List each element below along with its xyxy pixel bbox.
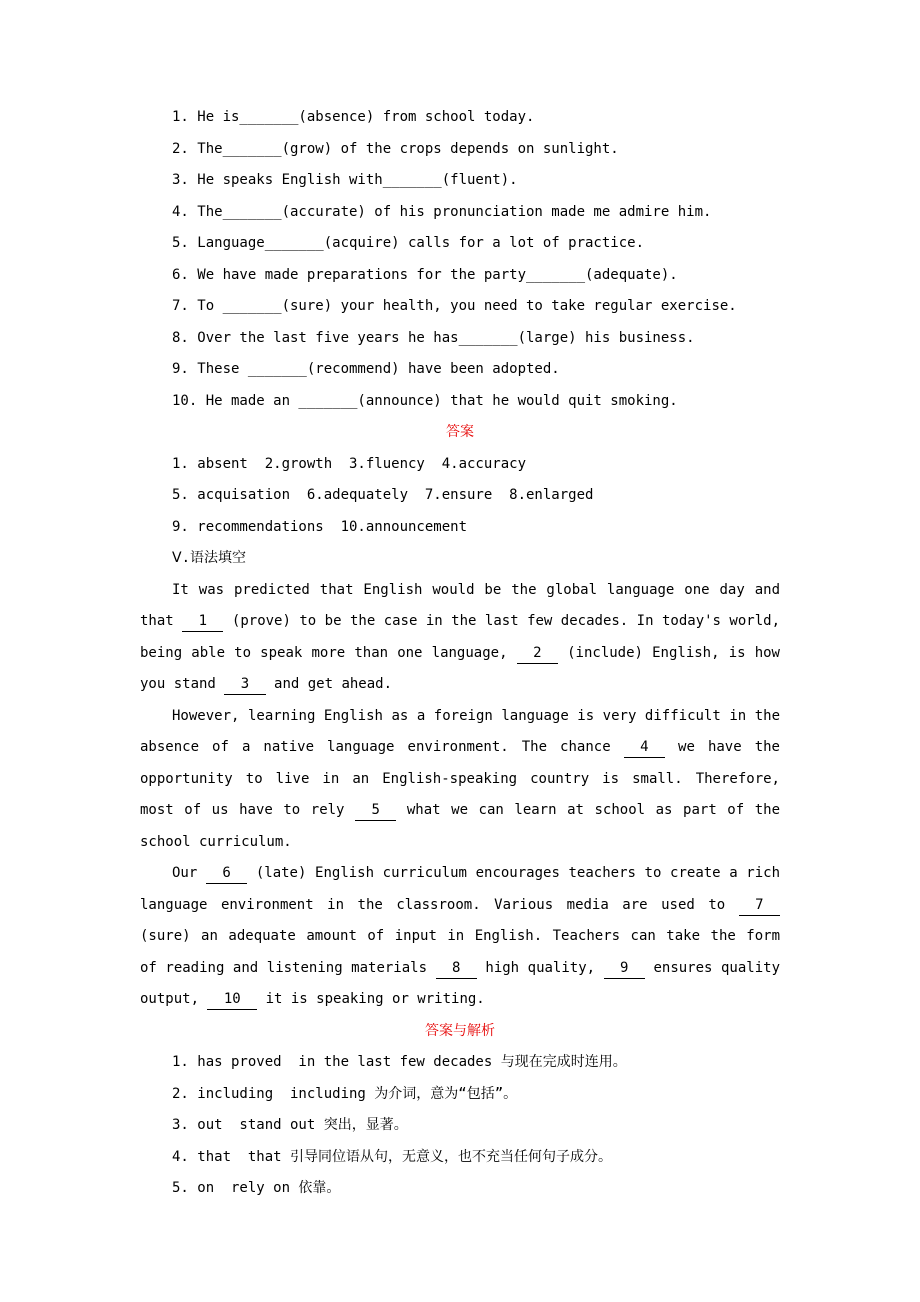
exercise-item: 9. These _______(recommend) have been adopted. — [172, 361, 560, 377]
cloze-blank: 4 — [624, 737, 665, 758]
exercise-item: 3. He speaks English with_______(fluent). — [172, 172, 518, 188]
exercise-item: 2. The_______(grow) of the crops depends on sunlight. — [172, 140, 619, 157]
analysis-line: 5. on rely on 依靠。 — [172, 1180, 341, 1196]
cloze-blank: 9 — [604, 958, 645, 979]
analysis-line: 4. that that 引导同位语从句，无意义，也不充当任何句子成分。 — [172, 1148, 613, 1165]
exercise-item: 5. Language_______(acquire) calls for a lot of practice. — [172, 235, 645, 251]
exercise-item: 7. To _______(sure) your health, you need to take regular exercise. — [172, 298, 737, 314]
analysis-line: 1. has proved in the last few decades 与现在完成时连用。 — [172, 1054, 627, 1070]
cloze-blank: 7 — [739, 895, 780, 916]
cloze-blank: 2 — [517, 643, 558, 664]
exercise-item: 6. We have made preparations for the party_______(adequate). — [172, 266, 678, 283]
analysis-line: 3. out stand out 突出，显著。 — [172, 1117, 408, 1133]
cloze-paragraph: However, learning English as a foreign language is very difficult in the absence of a native language environment. The chance 4 we have the opportunity to live in an English-speaking country is small. Therefore, most of us have to rely 5 what we can learn at school as part of the school curriculum. — [140, 707, 780, 850]
cloze-blank: 6 — [206, 863, 247, 884]
cloze-paragraph: Our 6 (late) English curriculum encourages teachers to create a rich language environment in the classroom. Various media are used to 7 (sure) an adequate amount of input in English. Teachers can take the form of reading and listening materials 8 high quality, 9 ensures quality output, 10 it is speaking or writing. — [140, 858, 780, 1016]
section-v-heading: Ⅴ.语法填空 — [172, 550, 247, 566]
cloze-blank: 1 — [182, 611, 223, 632]
answer-line: 5. acquisation 6.adequately 7.ensure 8.enlarged — [172, 487, 594, 503]
exercise-item: 8. Over the last five years he has_______(large) his business. — [172, 329, 695, 346]
cloze-blank: 8 — [436, 958, 477, 979]
cloze-blank: 3 — [224, 674, 265, 695]
cloze-paragraph: It was predicted that English would be the global language one day and that 1 (prove) to be the case in the last few decades. In today's world, being able to speak more than one language, 2 (include) English, is how you stand 3 and get ahead. — [140, 575, 780, 701]
answers-heading: 答案 — [446, 424, 474, 440]
answer-line: 9. recommendations 10.announcement — [172, 518, 468, 535]
analysis-line: 2. including including 为介词，意为“包括”。 — [172, 1085, 518, 1102]
analysis-heading: 答案与解析 — [425, 1022, 495, 1039]
cloze-blank: 5 — [355, 800, 396, 821]
cloze-blank: 10 — [207, 989, 257, 1010]
exercise-item: 4. The_______(accurate) of his pronunciation made me admire him. — [172, 203, 712, 220]
exercise-item: 1. He is_______(absence) from school today. — [172, 109, 535, 125]
answer-line: 1. absent 2.growth 3.fluency 4.accuracy — [172, 455, 527, 472]
exercise-item: 10. He made an _______(announce) that he would quit smoking. — [172, 392, 678, 409]
